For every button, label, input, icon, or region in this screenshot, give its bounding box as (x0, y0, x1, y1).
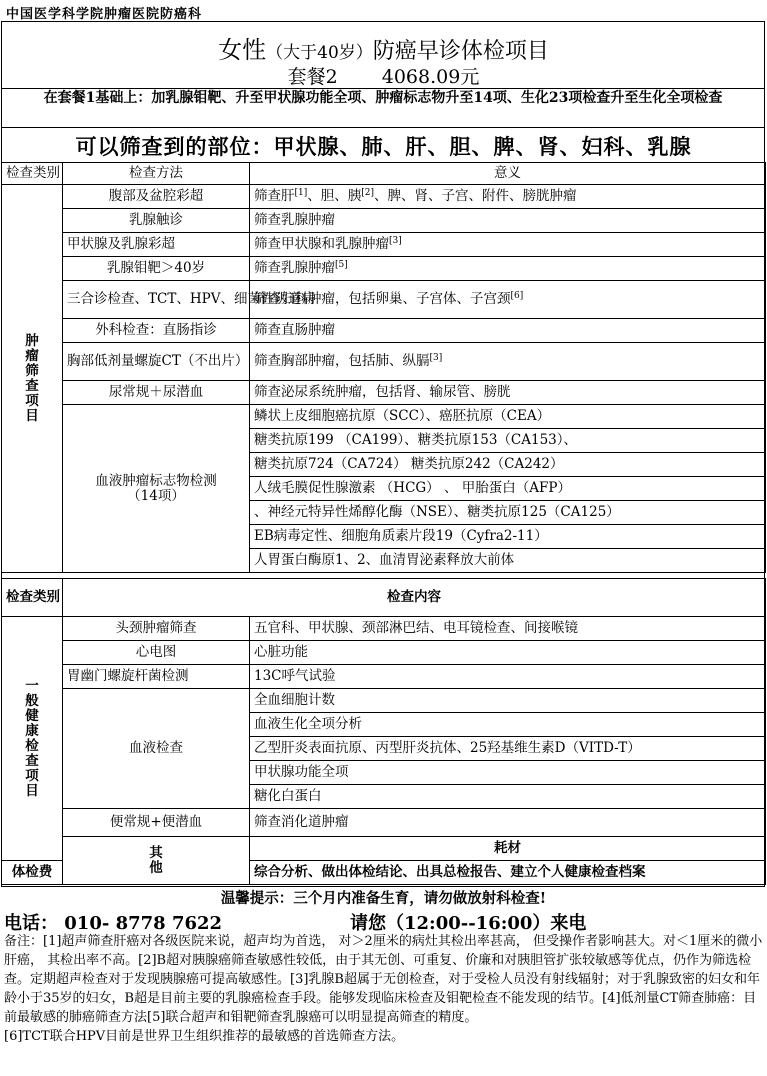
marker-method: 血液肿瘤标志物检测 （14项） (63, 405, 250, 573)
footnotes (4, 932, 764, 1046)
meaning-cell: 筛查肝[1]、胆、胰[2]、脾、肾、子宫、附件、膀胱肿瘤 (250, 185, 766, 209)
tumor-category: 肿瘤筛查项目 (2, 185, 63, 573)
col-header-meaning: 意义 (250, 163, 766, 185)
divider (1, 127, 765, 128)
tumor-screening-table (1, 162, 766, 573)
warm-tip: 温馨提示：三个月内准备生育，请勿做放射科检查! (220, 890, 547, 907)
content-cell: 五官科、甲状腺、颈部淋巴结、电耳镜检查、间接喉镜 (250, 617, 766, 641)
method-cell: 乳腺钼靶＞40岁 (63, 257, 250, 281)
page-title (0, 30, 767, 65)
footnote-text: 备注：[1]超声筛查肝癌对各级医院来说，超声均为首选， 对＞2厘米的病灶其检出率甚高， 但受操作者影响甚大。对＜1厘米的微小肝癌， 其检出率不高。[2]B超对胰腺癌筛查敏感性较低，由于其无创、可重复、价廉和对胰胆管扩张较敏感等优点，仍作为筛选检查。定期超声检查对于发现胰腺癌可提高敏感性。[3]乳腺B超属于无创检查，对于受检人员没有射线辐射；对于乳腺致密的妇女和年龄小于35岁的妇女，B超是目前主要的乳腺癌检查手段。能够发现临床检查及钼靶检查不能发现的结节。[4]低剂量CT筛查肺癌：目前最敏感的肺癌筛查方法[5]联合超声和钼靶筛查乳腺癌可以明显提高筛查的精度。 (4, 934, 763, 1025)
general-category: 一般健康检查项目 (2, 617, 63, 861)
method-cell: 胃幽门螺旋杆菌检测 (63, 665, 250, 689)
method-cell: 腹部及盆腔彩超 (63, 185, 250, 209)
method-cell: 乳腺触诊 (63, 209, 250, 233)
other-category: 其他 (63, 837, 250, 885)
blood-item: 全血细胞计数 (250, 689, 766, 713)
meaning-cell: 筛查乳腺肿瘤[5] (250, 257, 766, 281)
footnote-text: [6]TCT联合HPV目前是世界卫生组织推荐的最敏感的首选筛查方法。 (4, 1029, 405, 1044)
phone-number: 电话： 010- 8778 7622 (4, 913, 223, 934)
content-cell: 13C呼气试验 (250, 665, 766, 689)
blood-method: 血液检查 (63, 689, 250, 809)
method-cell: 心电图 (63, 641, 250, 665)
meaning-cell: 筛查泌尿系统肿瘤，包括肾、输尿管、膀胱 (250, 381, 766, 405)
package-price: 4068.09元 (381, 66, 480, 88)
method-cell: 甲状腺及乳腺彩超 (63, 233, 250, 257)
general-check-table (1, 578, 766, 885)
meaning-cell: 筛查直肠肿瘤 (250, 319, 766, 343)
title-age: （大于40岁） (266, 43, 373, 63)
meaning-cell: 筛查胸部肿瘤，包括肺、纵膈[3] (250, 343, 766, 381)
content-cell: 心脏功能 (250, 641, 766, 665)
method-cell: 尿常规＋尿潜血 (63, 381, 250, 405)
call-hours: 请您（12:00--16:00）来电 (350, 913, 587, 934)
method-cell: 耗材 (250, 837, 766, 861)
method-cell: 外科检查：直肠指诊 (63, 319, 250, 343)
title-rest: 防癌早诊体检项目 (372, 39, 549, 64)
meaning-cell: 筛查甲状腺和乳腺肿瘤[3] (250, 233, 766, 257)
marker-item: 糖类抗原724（CA724） 糖类抗原242（CA242） (250, 453, 766, 477)
marker-item: 鳞状上皮细胞癌抗原（SCC）、癌胚抗原（CEA） (250, 405, 766, 429)
divider (1, 88, 765, 89)
meaning-cell: 筛查妇科肿瘤，包括卵巢、子宫体、子宫颈[6] (250, 281, 766, 319)
blood-item: 血液生化全项分析 (250, 713, 766, 737)
screen-parts: 可以筛查到的部位：甲状腺、肺、肝、胆、脾、肾、妇科、乳腺 (75, 134, 692, 159)
title-main: 女性 (218, 36, 267, 64)
blood-item: 乙型肝炎表面抗原、丙型肝炎抗体、25羟基维生素D（VITD-T） (250, 737, 766, 761)
method-cell: 胸部低剂量螺旋CT（不出片） (63, 343, 250, 381)
col-header-category: 检查类别 (2, 579, 63, 617)
content-cell: 筛查消化道肿瘤 (250, 809, 766, 837)
content-cell: 综合分析、做出体检结论、出具总检报告、建立个人健康检查档案 (250, 861, 766, 885)
package-line (0, 62, 767, 89)
marker-item: EB病毒定性、细胞角质素片段19（Cyfra2-11） (250, 525, 766, 549)
package-name: 套餐2 (287, 66, 338, 88)
upgrade-note: 在套餐1基础上：加乳腺钼靶、升至甲状腺功能全项、肿瘤标志物升至14项、生化23项检查升至生化全项检查 (43, 90, 723, 106)
blood-item: 甲状腺功能全项 (250, 761, 766, 785)
col-header-method: 检查方法 (63, 163, 250, 185)
marker-item: 、神经元特异性烯醇化酶（NSE）、糖类抗原125（CA125） (250, 501, 766, 525)
marker-item: 糖类抗原199 （CA199）、糖类抗原153（CA153）、 (250, 429, 766, 453)
method-cell: 三合诊检查、TCT、HPV、细菌性阴道病 (63, 281, 250, 319)
col-header-category: 检查类别 (2, 163, 63, 185)
blood-item: 糖化白蛋白 (250, 785, 766, 809)
method-cell: 便常规+便潜血 (63, 809, 250, 837)
method-cell: 头颈肿瘤筛查 (63, 617, 250, 641)
marker-item: 人绒毛膜促性腺激素 （HCG） 、 甲胎蛋白（AFP） (250, 477, 766, 501)
col-header-content: 检查内容 (63, 579, 766, 617)
marker-item: 人胃蛋白酶原1、2、血清胃泌素释放大前体 (250, 549, 766, 573)
meaning-cell: 筛查乳腺肿瘤 (250, 209, 766, 233)
method-cell: 体检费 (2, 861, 63, 885)
hospital-header: 中国医学科学院肿瘤医院防癌科 (6, 7, 203, 22)
